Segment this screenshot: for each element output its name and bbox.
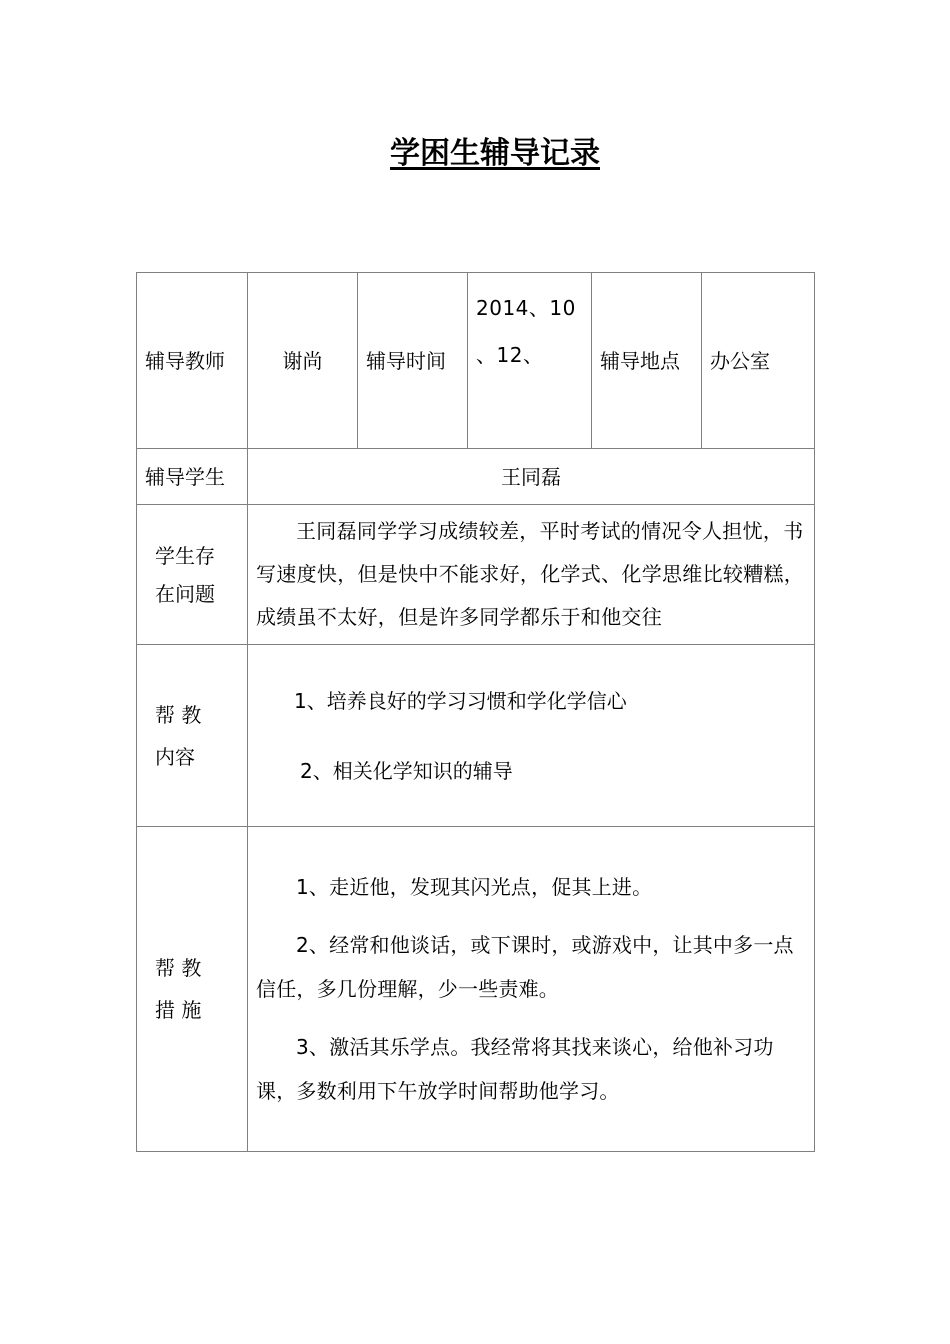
measures-cell (248, 827, 815, 1152)
measures-label-line2: 措 施 (155, 998, 202, 1022)
table-row (137, 645, 815, 827)
content-label (137, 645, 248, 827)
table-row (137, 449, 815, 505)
content-item: 1、培养良好的学习习惯和学化学信心 (294, 688, 627, 713)
problem-label-line1: 学生存 (155, 543, 215, 568)
problem-label (137, 505, 248, 645)
measures-label (137, 827, 248, 1152)
teacher-value: 谢尚 (248, 273, 358, 449)
tutoring-record-table (136, 272, 815, 1152)
measure-item: 3、激活其乐学点。我经常将其找来谈心，给他补习功课，多数利用下午放学时间帮助他学习。 (256, 1035, 774, 1103)
problem-text: 王同磊同学学习成绩较差，平时考试的情况令人担忧，书写速度快，但是快中不能求好，化学式、化学思维比较糟糕，成绩虽不太好，但是许多同学都乐于和他交往 (256, 519, 805, 629)
content-cell (248, 645, 815, 827)
measure-item: 2、经常和他谈话，或下课时，或游戏中，让其中多一点信任，多几份理解，少一些责难。 (256, 933, 794, 1001)
time-value-line1: 2014、10 (476, 296, 576, 320)
content-label-line2: 内容 (155, 744, 195, 769)
place-value: 办公室 (702, 273, 815, 449)
table-row (137, 273, 815, 449)
problem-label-line2: 在问题 (155, 581, 215, 606)
content-label-line1: 帮 教 (155, 702, 202, 727)
teacher-label: 辅导教师 (137, 273, 248, 449)
time-value (468, 273, 592, 449)
student-value: 王同磊 (248, 449, 815, 505)
table-row (137, 827, 815, 1152)
place-label: 辅导地点 (592, 273, 702, 449)
table-row (137, 505, 815, 645)
time-value-line2: 、12、 (476, 343, 544, 367)
measures-label-line1: 帮 教 (155, 956, 202, 980)
student-label: 辅导学生 (137, 449, 248, 505)
problem-cell (248, 505, 815, 645)
content-item: 2、相关化学知识的辅导 (300, 758, 513, 783)
time-label: 辅导时间 (358, 273, 468, 449)
page-title: 学困生辅导记录 (390, 136, 600, 171)
measure-item: 1、走近他，发现其闪光点，促其上进。 (296, 875, 653, 899)
